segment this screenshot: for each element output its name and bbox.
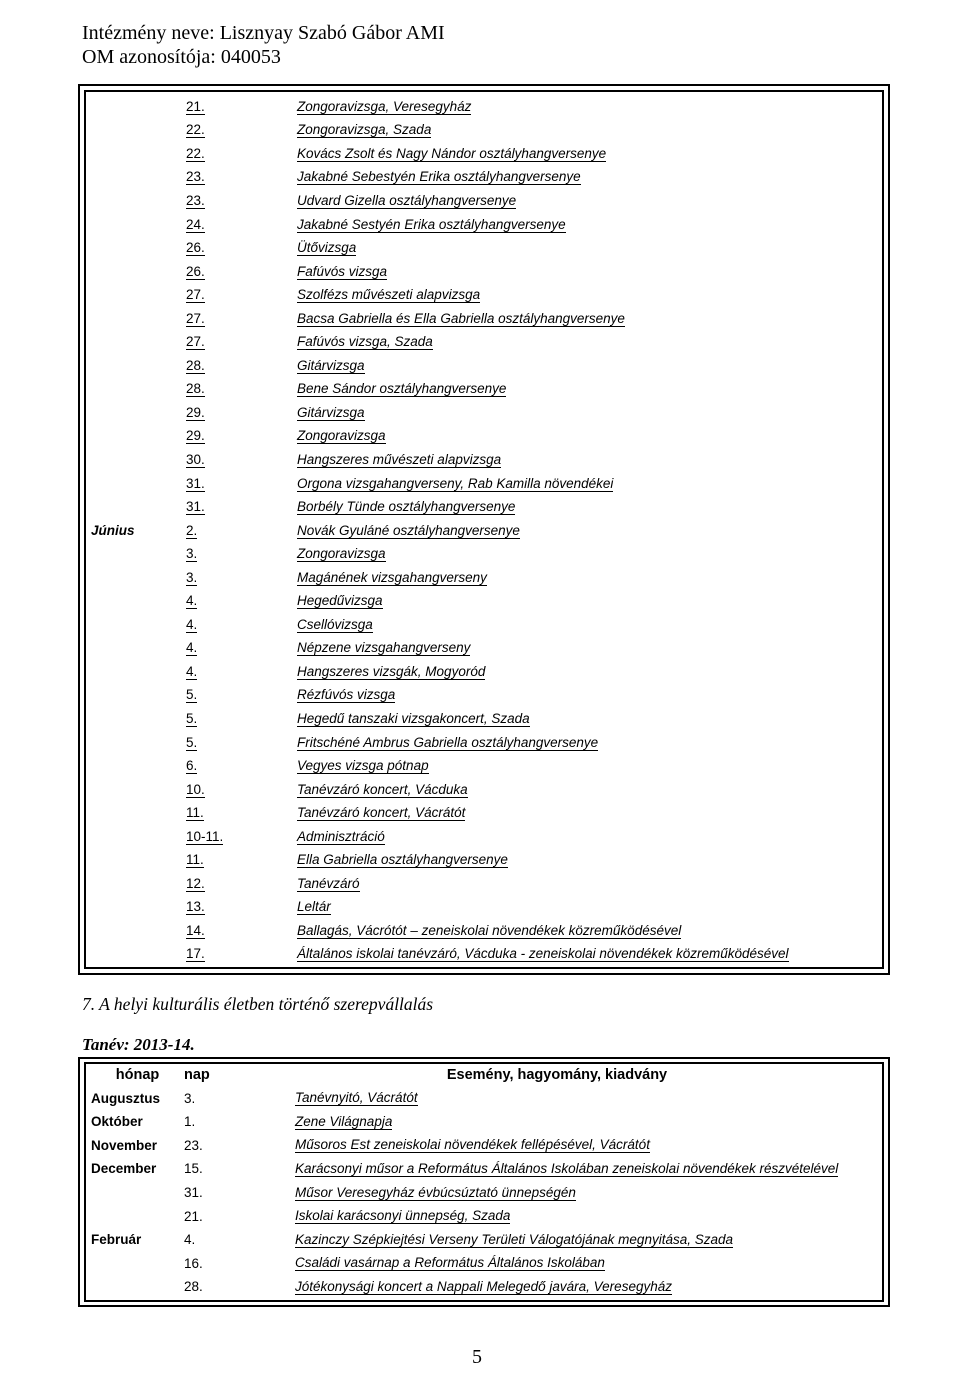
event-name-text: Novák Gyuláné osztályhangversenye: [297, 522, 520, 538]
event-name: [297, 260, 879, 284]
event-day: [186, 801, 297, 825]
event-row: [84, 566, 879, 590]
event-name: [297, 919, 879, 943]
event-name: [297, 378, 879, 402]
event-day: [186, 896, 297, 920]
column-header-day: nap: [184, 1066, 210, 1083]
cultural-day: 1.: [184, 1114, 196, 1130]
event-row: [84, 378, 879, 402]
event-day: [186, 519, 297, 543]
event-name: [297, 119, 879, 143]
event-row: [84, 448, 879, 472]
cultural-day: 4.: [184, 1232, 196, 1248]
event-day: [186, 754, 297, 778]
event-day: [186, 119, 297, 143]
event-row: [84, 519, 879, 543]
event-month: [84, 166, 186, 190]
event-row: [84, 95, 879, 119]
event-name-text: Gitárvizsga: [297, 357, 365, 373]
event-day: [186, 542, 297, 566]
event-name-text: Tanévzáró koncert, Vácrátót: [297, 805, 466, 821]
cultural-row: [84, 1275, 879, 1299]
event-name-text: Rézfúvós vizsga: [297, 687, 396, 703]
om-identifier: OM azonosítója: 040053: [82, 46, 281, 68]
event-name-text: Tanévzáró koncert, Vácduka: [297, 781, 468, 797]
event-month: [84, 142, 186, 166]
event-name: [297, 95, 879, 119]
event-day: [186, 95, 297, 119]
event-name-text: Népzene vizsgahangverseny: [297, 640, 471, 656]
event-day: [186, 637, 297, 661]
event-day: [186, 142, 297, 166]
cultural-row: [84, 1134, 879, 1158]
cultural-row: [84, 1087, 879, 1111]
event-day: [186, 166, 297, 190]
event-name-text: Fritschéné Ambrus Gabriella osztályhangversenye: [297, 734, 599, 750]
event-day-text: 3.: [186, 569, 198, 585]
event-day-text: 4.: [186, 640, 198, 656]
event-name-text: Adminisztráció: [297, 828, 385, 844]
event-row: [84, 943, 879, 967]
event-day-text: 28.: [186, 381, 205, 397]
event-day-text: 3.: [186, 546, 198, 562]
event-month: [84, 637, 186, 661]
event-month: [84, 119, 186, 143]
event-day: [186, 472, 297, 496]
event-day-text: 14.: [186, 922, 205, 938]
event-day-text: 10-11.: [186, 828, 224, 844]
column-header-event: Esemény, hagyomány, kiadvány: [446, 1066, 668, 1083]
event-month: [84, 378, 186, 402]
event-name: [297, 354, 879, 378]
event-day: [186, 872, 297, 896]
event-name: [297, 660, 879, 684]
event-name-text: Jakabné Sebestyén Erika osztályhangversenye: [297, 169, 581, 185]
cultural-event-text: Tanévnyitó, Vácrátót: [295, 1090, 418, 1106]
event-day-text: 10.: [186, 781, 205, 797]
event-name: [297, 707, 879, 731]
event-row: [84, 613, 879, 637]
event-day-text: 28.: [186, 357, 205, 373]
event-day-text: 31.: [186, 499, 205, 515]
cultural-month: Augusztus: [91, 1090, 160, 1106]
event-row: [84, 425, 879, 449]
event-day-text: 22.: [186, 122, 205, 138]
cultural-event: [295, 1251, 879, 1275]
event-row: [84, 849, 879, 873]
cultural-header-row: [84, 1063, 879, 1087]
event-month: [84, 401, 186, 425]
event-day: [186, 684, 297, 708]
event-name: [297, 472, 879, 496]
event-name-text: Borbély Tünde osztályhangversenye: [297, 499, 516, 515]
cultural-row: [84, 1181, 879, 1205]
event-day-text: 26.: [186, 240, 205, 256]
event-month: [84, 542, 186, 566]
event-name: [297, 872, 879, 896]
event-row: [84, 542, 879, 566]
event-name-text: Leltár: [297, 899, 331, 915]
event-row: [84, 754, 879, 778]
event-day-text: 4.: [186, 616, 198, 632]
event-day: [186, 943, 297, 967]
cultural-event-text: Kazinczy Szépkiejtési Verseny Területi Válogatójának megnyitása, Szada: [295, 1231, 733, 1247]
event-name-text: Jakabné Sestyén Erika osztályhangversenye: [297, 216, 566, 232]
event-month: [84, 330, 186, 354]
event-name: [297, 213, 879, 237]
event-month: [84, 801, 186, 825]
event-row: [84, 307, 879, 331]
event-name: [297, 401, 879, 425]
cultural-month: Október: [91, 1114, 143, 1130]
event-day: [186, 707, 297, 731]
cultural-month: December: [91, 1161, 157, 1177]
event-name: [297, 542, 879, 566]
event-name: [297, 519, 879, 543]
event-name-text: Gitárvizsga: [297, 404, 365, 420]
event-name-text: Orgona vizsgahangverseny, Rab Kamilla növendékei: [297, 475, 614, 491]
cultural-day: 23.: [184, 1137, 203, 1153]
event-name-text: Bene Sándor osztályhangversenye: [297, 381, 507, 397]
event-day-text: 21.: [186, 98, 205, 114]
cultural-event-text: Műsoros Est zeneiskolai növendékek fellépésével, Vácrátót: [295, 1137, 650, 1153]
event-name-text: Fafúvós vizsga: [297, 263, 388, 279]
event-day: [186, 566, 297, 590]
event-row: [84, 778, 879, 802]
event-day-text: 30.: [186, 451, 205, 467]
event-day: [186, 189, 297, 213]
cultural-event: [295, 1228, 879, 1252]
event-day-text: 5.: [186, 687, 198, 703]
cultural-month: Február: [91, 1232, 142, 1248]
event-name: [297, 495, 879, 519]
event-name-text: Szolfézs művészeti alapvizsga: [297, 287, 481, 303]
events-table-body: [84, 95, 879, 966]
event-month: [84, 260, 186, 284]
event-name: [297, 684, 879, 708]
cultural-day: 15.: [184, 1161, 203, 1177]
cultural-row: [84, 1110, 879, 1134]
page-number: 5: [472, 1346, 482, 1368]
cultural-event: [295, 1275, 879, 1299]
event-day-text: 6.: [186, 758, 198, 774]
event-row: [84, 354, 879, 378]
event-day: [186, 825, 297, 849]
cultural-month: [84, 1251, 184, 1275]
event-name: [297, 943, 879, 967]
event-name: [297, 307, 879, 331]
event-name: [297, 589, 879, 613]
event-day-text: 12.: [186, 875, 205, 891]
cultural-event: [295, 1087, 879, 1111]
event-name-text: Zongoravizsga: [297, 546, 386, 562]
event-day: [186, 589, 297, 613]
cultural-month: November: [91, 1137, 158, 1153]
cultural-event-text: Jótékonysági koncert a Nappali Melegedő javára, Veresegyház: [295, 1278, 672, 1294]
event-row: [84, 401, 879, 425]
event-day-text: 11.: [186, 805, 204, 821]
cultural-day: 28.: [184, 1279, 203, 1295]
event-month: [84, 213, 186, 237]
event-day: [186, 307, 297, 331]
event-month: [84, 754, 186, 778]
event-name: [297, 825, 879, 849]
event-row: [84, 236, 879, 260]
event-row: [84, 330, 879, 354]
event-day: [186, 778, 297, 802]
event-name-text: Hegedű tanszaki vizsgakoncert, Szada: [297, 710, 530, 726]
event-month: [84, 495, 186, 519]
event-row: [84, 142, 879, 166]
event-month: [84, 849, 186, 873]
event-name: [297, 801, 879, 825]
event-name-text: Általános iskolai tanévzáró, Vácduka - zeneiskolai növendékek közreműködésével: [297, 946, 789, 962]
event-name: [297, 330, 879, 354]
cultural-day: 21.: [184, 1208, 203, 1224]
event-day: [186, 448, 297, 472]
event-row: [84, 495, 879, 519]
cultural-month: [84, 1181, 184, 1205]
event-day: [186, 378, 297, 402]
cultural-day: 31.: [184, 1185, 203, 1200]
event-month: [84, 425, 186, 449]
event-day-text: 5.: [186, 734, 198, 750]
event-day-text: 13.: [186, 899, 205, 915]
cultural-event: [295, 1204, 879, 1228]
event-row: [84, 589, 879, 613]
event-name: [297, 613, 879, 637]
event-name-text: Tanévzáró: [297, 875, 360, 891]
event-name: [297, 425, 879, 449]
event-row: [84, 872, 879, 896]
event-name-text: Csellóvizsga: [297, 616, 373, 632]
event-day: [186, 354, 297, 378]
event-row: [84, 283, 879, 307]
cultural-day: 16.: [184, 1255, 203, 1271]
event-name: [297, 189, 879, 213]
event-month: [84, 872, 186, 896]
event-day: [186, 849, 297, 873]
event-month: Június: [91, 523, 135, 539]
cultural-row: [84, 1204, 879, 1228]
event-name-text: Kovács Zsolt és Nagy Nándor osztályhangversenye: [297, 145, 607, 161]
event-row: [84, 472, 879, 496]
event-month: [84, 283, 186, 307]
cultural-event-text: Zene Világnapja: [295, 1113, 393, 1129]
cultural-row: [84, 1157, 879, 1181]
cultural-event: [295, 1157, 879, 1181]
event-name-text: Vegyes vizsga pótnap: [297, 758, 429, 774]
event-day: [186, 660, 297, 684]
event-day-text: 27.: [186, 287, 205, 303]
event-day-text: 29.: [186, 428, 205, 444]
section-title: 7. A helyi kulturális életben történő szerepvállalás: [82, 994, 434, 1014]
event-day: [186, 495, 297, 519]
event-name-text: Hegedűvizsga: [297, 593, 383, 609]
event-day: [186, 236, 297, 260]
event-name-text: Zongoravizsga: [297, 428, 386, 444]
event-day: [186, 260, 297, 284]
event-name: [297, 566, 879, 590]
event-name: [297, 166, 879, 190]
cultural-table: [84, 1063, 879, 1298]
cultural-event-text: Műsor Veresegyház évbúcsúztató ünnepségén: [295, 1184, 576, 1200]
event-day-text: 31.: [186, 475, 205, 491]
event-name-text: Fafúvós vizsga, Szada: [297, 334, 433, 350]
event-day-text: 4.: [186, 663, 198, 679]
event-day-text: 23.: [186, 169, 205, 185]
events-table: [84, 95, 879, 966]
event-name: [297, 778, 879, 802]
event-day-text: 24.: [186, 216, 205, 232]
event-name: [297, 754, 879, 778]
event-name: [297, 849, 879, 873]
event-row: [84, 919, 879, 943]
event-month: [84, 613, 186, 637]
event-month: [84, 943, 186, 967]
event-name-text: Ütővizsga: [297, 240, 357, 256]
event-name: [297, 142, 879, 166]
institution-name: Intézmény neve: Lisznyay Szabó Gábor AMI: [82, 22, 445, 44]
event-name-text: Ballagás, Vácrótót – zeneiskolai növendékek közreműködésével: [297, 922, 682, 938]
cultural-event: [295, 1110, 879, 1134]
event-row: [84, 260, 879, 284]
event-day-text: 17.: [186, 946, 205, 962]
event-month: [84, 189, 186, 213]
event-month: [84, 684, 186, 708]
event-month: [84, 566, 186, 590]
event-day: [186, 283, 297, 307]
event-month: [84, 589, 186, 613]
event-day-text: 2.: [186, 522, 198, 538]
event-name-text: Magánének vizsgahangverseny: [297, 569, 487, 585]
event-day: [186, 613, 297, 637]
school-year: Tanév: 2013-14.: [82, 1035, 195, 1054]
event-name: [297, 896, 879, 920]
event-day-text: 5.: [186, 710, 198, 726]
cultural-row: [84, 1228, 879, 1252]
event-name-text: Ella Gabriella osztályhangversenye: [297, 852, 508, 868]
event-name-text: Hangszeres művészeti alapvizsga: [297, 451, 502, 467]
event-day: [186, 731, 297, 755]
cultural-event: [295, 1181, 879, 1205]
event-month: [84, 919, 186, 943]
cultural-event: [295, 1134, 879, 1158]
event-day: [186, 401, 297, 425]
cultural-month: [84, 1275, 184, 1299]
event-day: [186, 213, 297, 237]
event-day-text: 27.: [186, 310, 205, 326]
event-name: [297, 637, 879, 661]
event-month: [84, 896, 186, 920]
event-day-text: 4.: [186, 593, 198, 609]
event-day-text: 11.: [186, 852, 204, 868]
event-row: [84, 166, 879, 190]
event-month: [84, 448, 186, 472]
cultural-event-text: Családi vasárnap a Református Általános Iskolában: [295, 1255, 605, 1271]
event-name-text: Udvard Gizella osztályhangversenye: [297, 192, 517, 208]
event-month: [84, 825, 186, 849]
event-month: [84, 472, 186, 496]
event-day-text: 27.: [186, 334, 205, 350]
cultural-event-text: Iskolai karácsonyi ünnepség, Szada: [295, 1208, 511, 1224]
event-day: [186, 919, 297, 943]
event-day-text: 22.: [186, 145, 205, 161]
event-row: [84, 896, 879, 920]
event-row: [84, 660, 879, 684]
event-row: [84, 637, 879, 661]
event-name-text: Hangszeres vizsgák, Mogyoród: [297, 663, 486, 679]
event-month: [84, 236, 186, 260]
event-name-text: Zongoravizsga, Szada: [297, 122, 432, 138]
event-name: [297, 283, 879, 307]
cultural-row: [84, 1251, 879, 1275]
cultural-table-body: [84, 1063, 879, 1298]
event-name: [297, 236, 879, 260]
column-header-month: hónap: [115, 1066, 160, 1083]
event-month: [84, 731, 186, 755]
event-month: [84, 354, 186, 378]
event-row: [84, 189, 879, 213]
cultural-month: [84, 1204, 184, 1228]
event-name-text: Zongoravizsga, Veresegyház: [297, 98, 472, 114]
event-row: [84, 213, 879, 237]
event-name: [297, 448, 879, 472]
event-row: [84, 731, 879, 755]
event-day-text: 29.: [186, 404, 205, 420]
event-month: [84, 660, 186, 684]
event-row: [84, 825, 879, 849]
event-row: [84, 707, 879, 731]
event-name: [297, 731, 879, 755]
cultural-event-text: Karácsonyi műsor a Református Általános Iskolában zeneiskolai növendékek részvételével: [295, 1160, 839, 1176]
event-day: [186, 330, 297, 354]
event-day-text: 23.: [186, 192, 205, 208]
event-row: [84, 801, 879, 825]
event-month: [84, 778, 186, 802]
event-month: [84, 95, 186, 119]
cultural-day: 3.: [184, 1090, 196, 1106]
event-name-text: Bacsa Gabriella és Ella Gabriella osztályhangversenye: [297, 310, 625, 326]
event-day: [186, 425, 297, 449]
event-month: [84, 307, 186, 331]
event-row: [84, 119, 879, 143]
event-day-text: 26.: [186, 263, 205, 279]
event-month: [84, 707, 186, 731]
event-row: [84, 684, 879, 708]
